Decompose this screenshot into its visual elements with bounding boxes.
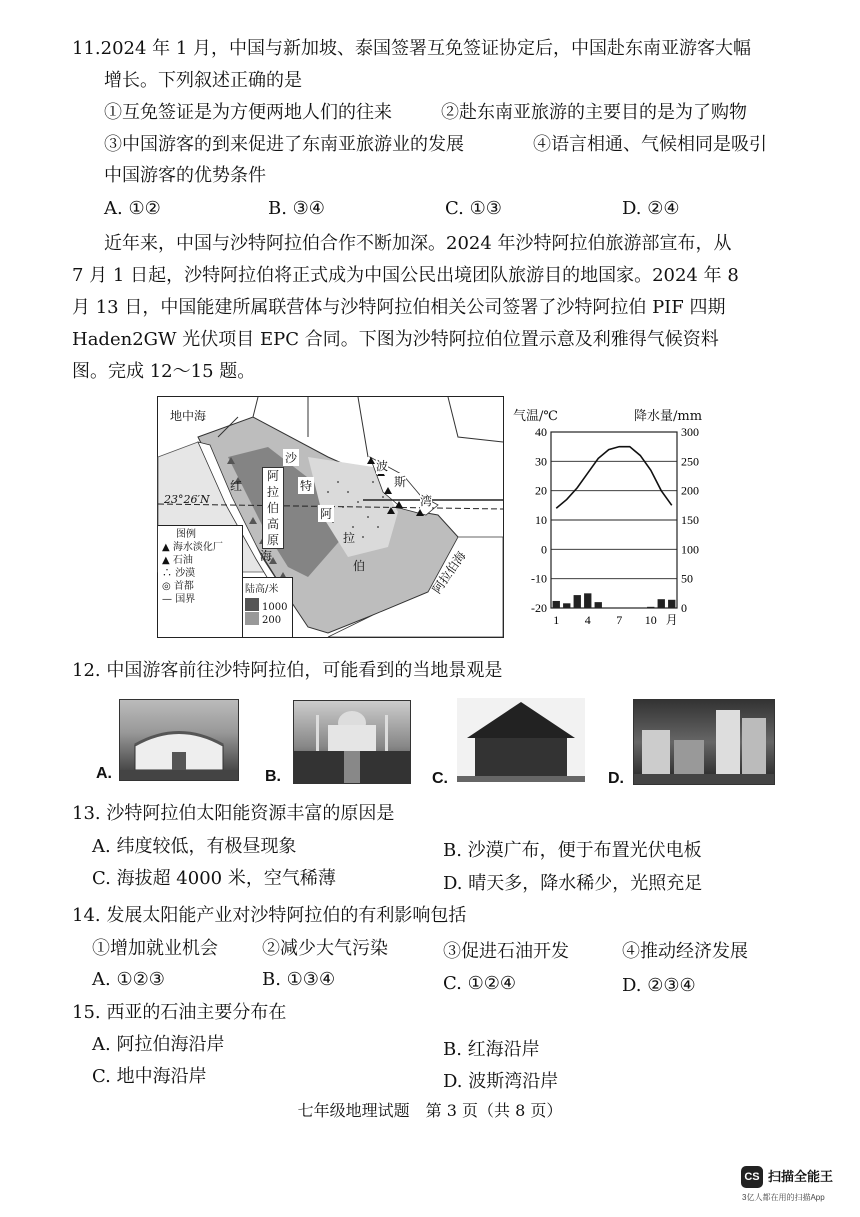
map-label-gulf-3: 湾 — [420, 494, 433, 508]
q13-option-c: C. 海拔超 4000 米，空气稀薄 — [92, 868, 336, 889]
q14-statement-2: ②减少大气污染 — [262, 938, 388, 959]
q15-option-c: C. 地中海沿岸 — [92, 1066, 207, 1087]
month-tick-label: 7 — [616, 613, 623, 627]
passage-line-2: 7 月 1 日起，沙特阿拉伯将正式成为中国公民出境团队旅游目的地国家。2024 年 8 — [72, 265, 739, 286]
legend-capital: 首都 — [173, 581, 194, 592]
passage-line-1: 近年来，中国与沙特阿拉伯合作不断加深。2024 年沙特阿拉伯旅游部宣布，从 — [104, 233, 732, 254]
log-house-image — [457, 698, 585, 782]
q11-statement-2: ②赴东南亚旅游的主要目的是为了购物 — [441, 102, 747, 123]
precip-bar — [563, 603, 570, 608]
q13-option-d: D. 晴天多，降水稀少，光照充足 — [443, 873, 703, 894]
precip-tick-label: 300 — [681, 425, 699, 439]
precip-bar — [647, 607, 654, 608]
map-label-red-2: 海 — [260, 549, 273, 563]
page-footer: 七年级地理试题 第 3 页（共 8 页） — [297, 1101, 563, 1120]
elevation-title: 陆高/米 — [245, 584, 279, 595]
q14-option-c: C. ①②④ — [443, 973, 516, 994]
map-label-saudi-3: 阿 — [320, 507, 333, 521]
q11-option-c: C. ①③ — [445, 198, 502, 219]
q11-option-d: D. ②④ — [622, 198, 680, 219]
month-tick-label: 10 — [644, 613, 657, 627]
map-label-plateau-3: 伯 — [266, 501, 279, 515]
precip-bar — [668, 600, 675, 608]
precip-bar — [553, 601, 560, 608]
map-label-saudi-4: 拉 — [343, 531, 356, 545]
map-label-plateau — [262, 467, 284, 549]
precip-tick-label: 200 — [681, 483, 699, 498]
q14-statement-4: ④推动经济发展 — [622, 941, 748, 962]
precip-tick-label: 100 — [681, 542, 699, 557]
q13-stem: 13. 沙特阿拉伯太阳能资源丰富的原因是 — [72, 803, 395, 824]
map-label-tropic: 23°26′N — [164, 493, 210, 506]
elevation-swatch-low — [245, 612, 259, 625]
legend-border: 国界 — [175, 594, 196, 605]
temp-tick-label: 10 — [535, 513, 547, 527]
q12-stem: 12. 中国游客前往沙特阿拉伯，可能看到的当地景观是 — [72, 660, 503, 681]
q11-statement-3: ③中国游客的到来促进了东南亚旅游业的发展 — [104, 134, 464, 155]
temp-tick-label: 20 — [535, 483, 547, 498]
capital-icon: ◎ — [162, 581, 171, 592]
climate-chart — [515, 420, 699, 630]
q13-option-a: A. 纬度较低，有极昼现象 — [92, 836, 297, 857]
map-label-saudi-2: 特 — [300, 479, 313, 493]
q14-statement-1: ①增加就业机会 — [92, 938, 218, 959]
precip-tick-label: 150 — [681, 513, 699, 527]
q14-statement-3: ③促进石油开发 — [443, 941, 569, 962]
q14-option-a: A. ①②③ — [92, 969, 165, 990]
map-label-mediterranean: 地中海 — [170, 409, 207, 423]
q11-option-a: A. ①② — [104, 198, 161, 219]
elevation-200: 200 — [262, 615, 282, 626]
q14-option-d: D. ②③④ — [622, 975, 696, 996]
q14-option-b: B. ①③④ — [262, 969, 336, 990]
oil-triangle-icon: ▲ — [162, 555, 170, 566]
taj-mahal-image — [294, 701, 410, 783]
map-label-gulf-2: 斯 — [394, 475, 407, 489]
q15-stem: 15. 西亚的石油主要分布在 — [72, 1002, 287, 1023]
q15-option-d: D. 波斯湾沿岸 — [443, 1071, 559, 1092]
camscanner-name: 扫描全能王 — [768, 1169, 834, 1184]
elevation-legend — [243, 577, 293, 637]
passage-line-5: 图。完成 12～15 题。 — [72, 361, 256, 382]
q15-option-b: B. 红海沿岸 — [443, 1039, 540, 1060]
legend-oil: 石油 — [172, 555, 193, 566]
map-label-saudi-1: 沙 — [285, 451, 298, 465]
saudi-location-map — [157, 396, 504, 638]
q14-stem: 14. 发展太阳能产业对沙特阿拉伯的有利影响包括 — [72, 905, 467, 926]
photo-c-label: C. — [432, 770, 448, 787]
photo-c-log-house — [457, 698, 585, 782]
month-tick-label: 4 — [584, 613, 591, 627]
yurt-image — [120, 700, 238, 780]
map-label-plateau-5: 原 — [266, 533, 279, 547]
q11-statement-1: ①互免签证是为方便两地人们的往来 — [104, 102, 392, 123]
temp-tick-label: 40 — [535, 425, 547, 439]
temperature-line — [556, 447, 672, 509]
map-legend — [158, 525, 243, 637]
legend-row-capital — [162, 580, 238, 593]
q13-option-b: B. 沙漠广布，便于布置光伏电板 — [443, 840, 702, 861]
elevation-1000: 1000 — [262, 602, 288, 613]
passage-line-4: Haden2GW 光伏项目 EPC 合同。下图为沙特阿拉伯位置示意及利雅得气候资料 — [72, 329, 719, 350]
photo-a-label: A. — [96, 765, 112, 782]
border-line-icon: — — [162, 594, 172, 605]
legend-row-desal — [162, 541, 238, 554]
legend-row-oil — [162, 554, 238, 567]
photo-b-taj-mahal — [293, 700, 411, 784]
photo-d-label: D. — [608, 770, 624, 787]
q11-option-b: B. ③④ — [268, 198, 325, 219]
precip-tick-label: 250 — [681, 454, 699, 469]
month-unit-label: 月 — [665, 613, 678, 627]
precip-tick-label: 50 — [681, 571, 693, 586]
q11-statement-4a: ④语言相通、气候相同是吸引 — [533, 134, 767, 155]
legend-desert: 沙漠 — [175, 568, 196, 579]
temp-axis-title: 气温/℃ — [513, 409, 558, 424]
legend-row-desert — [162, 567, 238, 580]
temp-tick-label: 0 — [541, 542, 547, 557]
desert-dots-icon: ∴ — [162, 568, 172, 579]
q11-stem-line2: 增长。下列叙述正确的是 — [104, 70, 302, 91]
map-label-gulf-1: 波 — [376, 459, 389, 473]
precip-bar — [584, 593, 591, 608]
triangle-icon: ▲ — [162, 542, 170, 553]
photo-b-label: B. — [265, 768, 281, 785]
map-label-plateau-2: 拉 — [266, 485, 279, 499]
legend-row-border — [162, 593, 238, 606]
q15-option-a: A. 阿拉伯海沿岸 — [92, 1034, 225, 1055]
month-tick-label: 1 — [553, 613, 560, 627]
camscanner-tagline: 3亿人都在用的扫描App — [742, 1193, 825, 1202]
elevation-swatch-high — [245, 598, 259, 611]
map-label-plateau-1: 阿 — [266, 469, 279, 483]
q11-stem-line1: 11.2024 年 1 月，中国与新加坡、泰国签署互免签证协定后，中国赴东南亚游客大幅 — [72, 38, 752, 59]
precip-bar — [595, 602, 602, 608]
elevation-scale — [245, 595, 290, 629]
temp-tick-label: -20 — [531, 601, 547, 615]
q11-statement-4b: 中国游客的优势条件 — [104, 165, 266, 186]
passage-line-3: 月 13 日，中国能建所属联营体与沙特阿拉伯相关公司签署了沙特阿拉伯 PIF 四期 — [72, 297, 726, 318]
mud-towers-image — [634, 700, 774, 784]
precip-bar — [574, 595, 581, 608]
camscanner-logo: CS — [741, 1166, 763, 1188]
map-label-arabian-sea: 阿拉伯海 — [429, 548, 469, 597]
legend-desal: 海水淡化厂 — [172, 542, 223, 553]
precip-axis-title: 降水量/mm — [634, 409, 703, 424]
temp-tick-label: 30 — [535, 454, 547, 469]
map-label-red-1: 红 — [230, 479, 243, 493]
temp-tick-label: -10 — [531, 571, 547, 586]
legend-title: 图例 — [176, 529, 196, 540]
precip-tick-label: 0 — [681, 601, 687, 615]
photo-d-mud-towers — [633, 699, 775, 785]
photo-a-yurt — [119, 699, 239, 781]
precip-bar — [658, 599, 665, 608]
map-label-saudi-5: 伯 — [353, 559, 366, 573]
map-label-plateau-4: 高 — [266, 517, 279, 531]
